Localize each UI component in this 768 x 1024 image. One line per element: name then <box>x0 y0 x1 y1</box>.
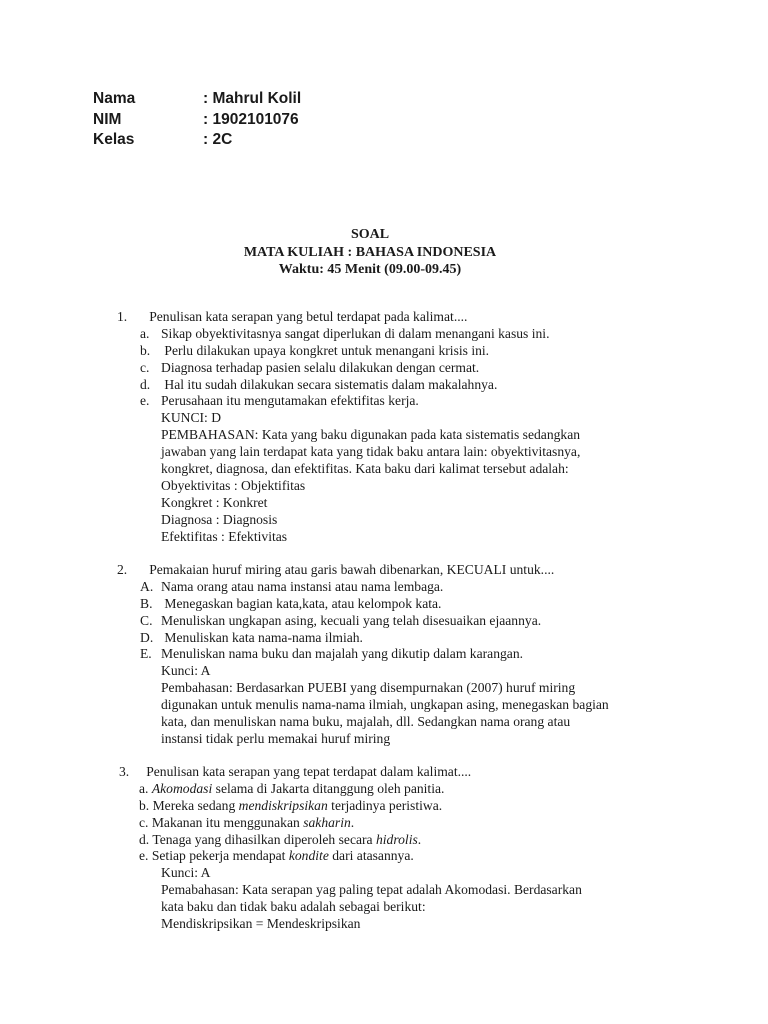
explanation-line: Mendiskripsikan = Mendeskripsikan <box>161 916 361 932</box>
option-letter: D. <box>140 629 154 645</box>
exam-time: Waktu: 45 Menit (09.00-09.45) <box>278 262 462 277</box>
option-a <box>119 781 582 798</box>
option-term: mendiskripsikan <box>238 797 328 813</box>
option-letter: c. <box>140 359 150 375</box>
option-text: Nama orang atau nama instansi atau nama lembaga. <box>161 578 444 594</box>
option-letter: C. <box>140 612 153 628</box>
option-text: Sikap obyektivitasnya sangat diperlukan di dalam menangani kasus ini. <box>161 325 550 341</box>
answer-key: Kunci: A <box>161 663 211 679</box>
explanation-line: Obyektivitas : Objektifitas <box>161 477 306 493</box>
identity-row-kelas <box>93 130 301 151</box>
question-stem <box>119 764 582 781</box>
option-letter: d. <box>140 376 151 392</box>
option-e <box>117 646 609 663</box>
identity-row-nama <box>93 89 301 110</box>
option-d <box>117 630 609 647</box>
option-c <box>117 360 580 377</box>
answer-key: KUNCI: D <box>161 410 222 426</box>
question-text: Penulisan kata serapan yang betul terdapat pada kalimat.... <box>149 309 468 324</box>
explanation-line: jawaban yang lain terdapat kata yang tidak baku antara lain: obyektivitasnya, <box>161 444 581 460</box>
option-text-pre: e. Setiap pekerja mendapat <box>139 848 289 864</box>
question-text: Penulisan kata serapan yang tepat terdapat dalam kalimat.... <box>146 764 472 779</box>
option-text-pre: b. Mereka sedang <box>139 797 239 813</box>
question-stem <box>117 309 580 326</box>
option-text-pre: a. <box>139 780 152 796</box>
explanation-line: Efektifitas : Efektivitas <box>161 528 288 544</box>
option-text: Hal itu sudah dilakukan secara sistematis dalam makalahnya. <box>161 376 498 392</box>
option-a <box>117 326 580 343</box>
student-identity <box>93 89 301 151</box>
identity-value: : Mahrul Kolil <box>203 90 302 107</box>
explanation-line: kata, dan menuliskan nama buku, majalah, dll. Sedangkan nama orang atau <box>161 714 571 730</box>
explanation-line: Kongkret : Konkret <box>161 494 268 510</box>
question-number: 3. <box>119 764 130 779</box>
option-c <box>117 613 609 630</box>
identity-label: NIM <box>93 110 122 128</box>
explanation-line: PEMBAHASAN: Kata yang baku digunakan pada kata sistematis sedangkan <box>161 427 581 443</box>
question-number: 2. <box>117 562 128 577</box>
option-letter: B. <box>140 595 153 611</box>
option-text: Perlu dilakukan upaya kongkret untuk menangani krisis ini. <box>161 342 490 358</box>
question-3 <box>119 764 582 933</box>
option-text-pre: c. Makanan itu menggunakan <box>139 814 304 830</box>
option-term: kondite <box>288 848 329 864</box>
option-letter: a. <box>140 325 150 341</box>
exam-header <box>0 226 740 279</box>
identity-row-nim <box>93 110 301 131</box>
explanation-line: Pemabahasan: Kata serapan yag paling tepat adalah Akomodasi. Berdasarkan <box>161 882 582 898</box>
option-letter: E. <box>140 646 152 662</box>
explanation-line: Pembahasan: Berdasarkan PUEBI yang disempurnakan (2007) huruf miring <box>161 680 576 696</box>
option-text-post: dari atasannya. <box>328 848 414 864</box>
option-text: Menuliskan nama buku dan majalah yang dikutip dalam karangan. <box>161 646 524 662</box>
option-term: sakharin <box>303 814 351 830</box>
option-text: Menegaskan bagian kata,kata, atau kelompok kata. <box>161 595 442 611</box>
question-1 <box>117 309 580 545</box>
option-b <box>117 596 609 613</box>
question-text: Pemakaian huruf miring atau garis bawah dibenarkan, KECUALI untuk.... <box>149 562 555 577</box>
option-text: Menuliskan ungkapan asing, kecuali yang telah disesuaikan ejaannya. <box>161 612 542 628</box>
option-letter: A. <box>140 578 154 594</box>
question-2 <box>117 562 609 748</box>
option-text-post: selama di Jakarta ditanggung oleh panitia. <box>212 780 445 796</box>
option-text: Perusahaan itu mengutamakan efektifitas kerja. <box>161 393 419 409</box>
option-text-post: . <box>417 831 422 847</box>
option-text-post: terjadinya peristiwa. <box>327 797 443 813</box>
explanation-line: Diagnosa : Diagnosis <box>161 511 278 527</box>
identity-value: : 2C <box>203 131 233 148</box>
option-text-pre: d. Tenaga yang dihasilkan diperoleh secara <box>139 831 376 847</box>
explanation-line: kata baku dan tidak baku adalah sebagai berikut: <box>161 899 426 915</box>
option-d <box>119 832 582 849</box>
option-c <box>119 815 582 832</box>
question-number: 1. <box>117 309 128 324</box>
identity-label: Kelas <box>93 131 135 148</box>
option-e <box>117 393 580 410</box>
explanation-line: kongkret, diagnosa, dan efektifitas. Kata baku dari kalimat tersebut adalah: <box>161 461 569 477</box>
option-term: hidrolis <box>375 831 418 847</box>
explanation-line: digunakan untuk menulis nama-nama ilmiah, ungkapan asing, menegaskan bagian <box>161 697 609 713</box>
option-term: Akomodasi <box>151 780 213 796</box>
identity-label: Nama <box>93 90 136 107</box>
exam-title: SOAL <box>350 227 390 242</box>
answer-key: Kunci: A <box>161 865 211 881</box>
option-text: Menuliskan kata nama-nama ilmiah. <box>161 629 363 645</box>
option-text-post: . <box>350 814 355 830</box>
explanation-line: instansi tidak perlu memakai huruf miring <box>161 730 391 746</box>
identity-value: : 1902101076 <box>203 110 299 128</box>
option-text: Diagnosa terhadap pasien selalu dilakukan dengan cermat. <box>161 359 480 375</box>
option-d <box>117 377 580 394</box>
option-b <box>117 343 580 360</box>
option-letter: b. <box>140 342 151 358</box>
course-name: MATA KULIAH : BAHASA INDONESIA <box>243 244 497 260</box>
option-a <box>117 579 609 596</box>
option-b <box>119 798 582 815</box>
option-e <box>119 848 582 865</box>
question-stem <box>117 562 609 579</box>
option-letter: e. <box>140 393 150 409</box>
